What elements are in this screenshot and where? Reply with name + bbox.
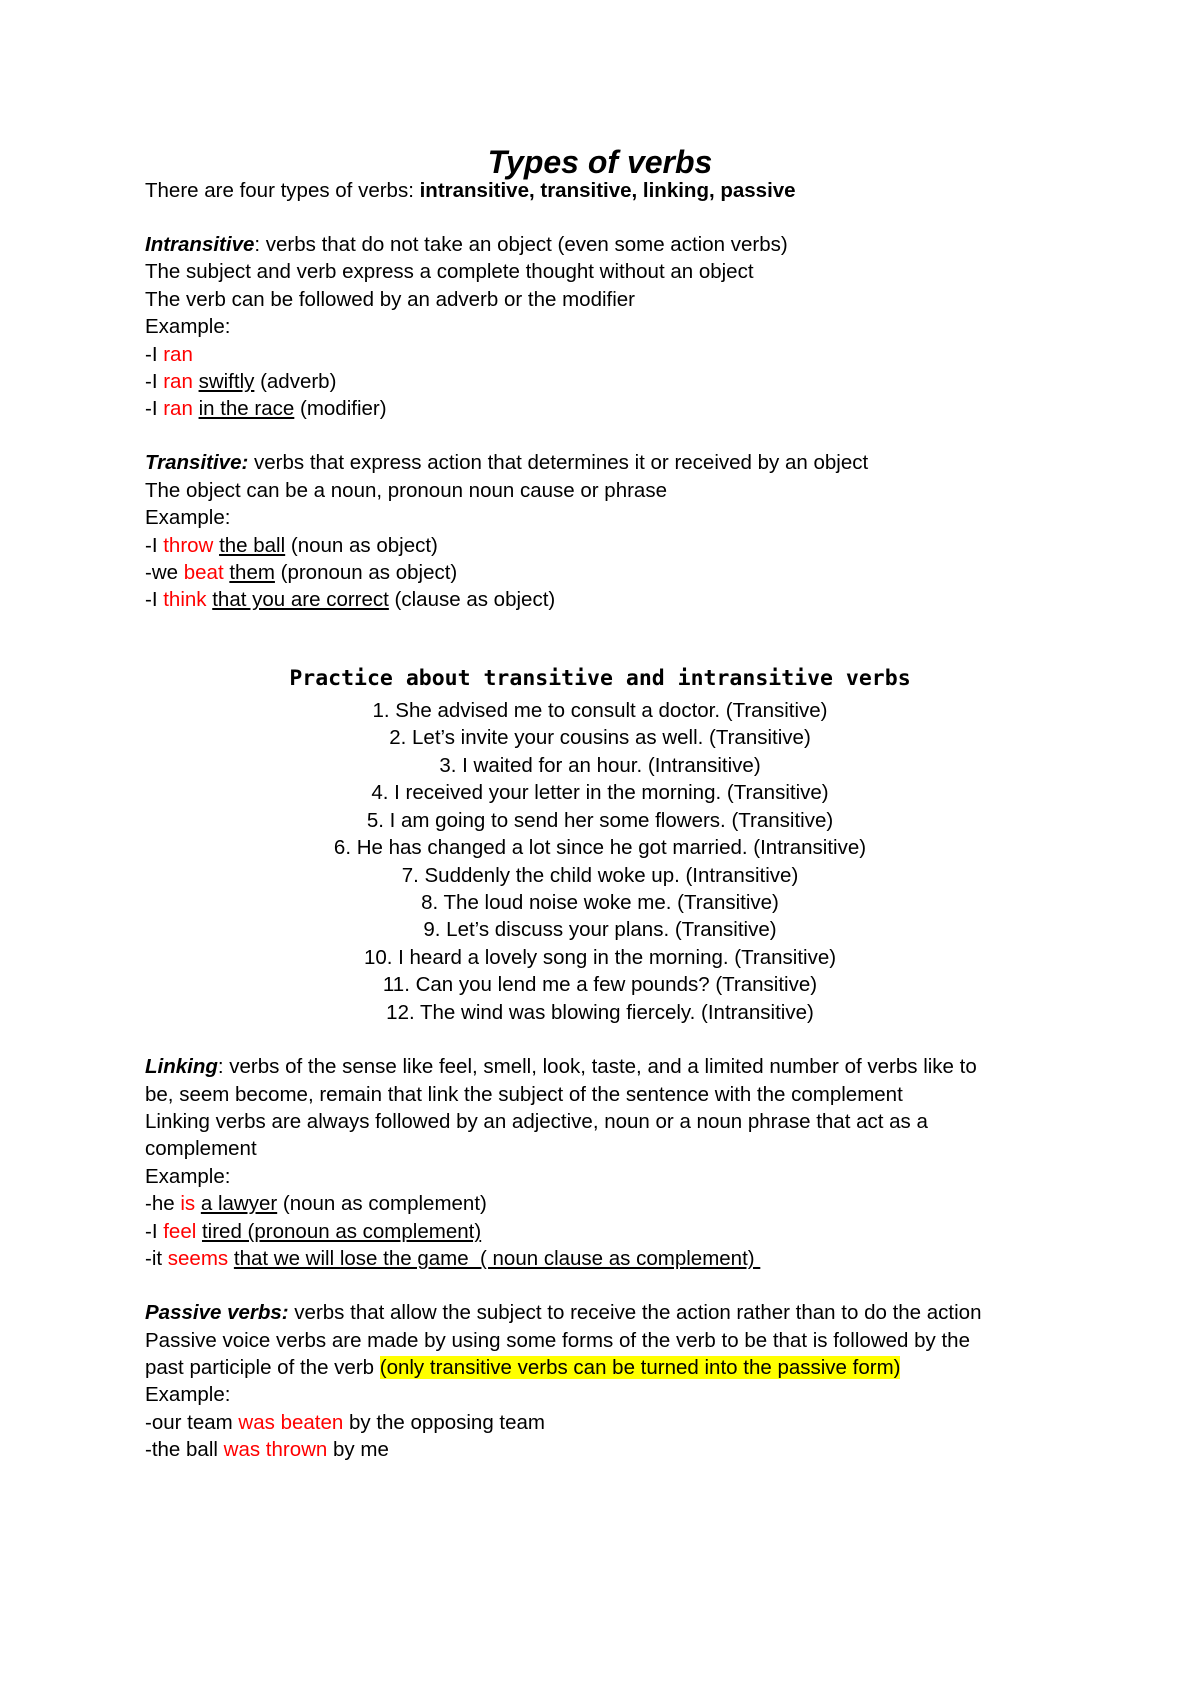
object-underline: that you are correct — [212, 588, 389, 611]
practice-item: 9. Let’s discuss your plans. (Transitive) — [423, 918, 777, 941]
verb-highlight: seems — [167, 1247, 229, 1270]
practice-item: 3. I waited for an hour. (Intransitive) — [439, 754, 761, 777]
verb-highlight: ran — [163, 343, 193, 366]
passive-line2: Passive voice verbs are made by using some forms of the verb to be that is followed by the — [145, 1329, 970, 1352]
linking-line4: complement — [145, 1137, 257, 1160]
object-underline: the ball — [219, 534, 286, 557]
practice-heading: Practice about transitive and intransitive verbs — [289, 666, 911, 691]
intransitive-example-2: -I ran swiftly (adverb) — [145, 370, 337, 393]
intransitive-line3: The verb can be followed by an adverb or the modifier — [145, 288, 635, 311]
transitive-example-1: -I throw the ball (noun as object) — [145, 534, 438, 557]
passive-example-label: Example: — [145, 1383, 231, 1406]
linking-heading: Linking — [145, 1055, 218, 1078]
linking-example-1: -he is a lawyer (noun as complement) — [145, 1192, 487, 1215]
verb-highlight: throw — [163, 534, 214, 557]
passive-definition: Passive verbs: verbs that allow the subject to receive the action rather than to do the action — [145, 1301, 982, 1324]
document-title: Types of verbs — [487, 144, 713, 180]
intransitive-example-3: -I ran in the race (modifier) — [145, 397, 387, 420]
passive-example-2: -the ball was thrown by me — [145, 1438, 389, 1461]
verb-highlight: was beaten — [238, 1411, 344, 1434]
object-underline: in the race — [198, 397, 295, 420]
object-underline: a lawyer — [200, 1192, 278, 1215]
practice-item: 4. I received your letter in the morning. (Transitive) — [371, 781, 829, 804]
transitive-example-3: -I think that you are correct (clause as object) — [145, 588, 556, 611]
transitive-example-label: Example: — [145, 506, 231, 529]
verb-highlight: beat — [183, 561, 224, 584]
intransitive-definition: Intransitive: verbs that do not take an object (even some action verbs) — [145, 233, 788, 256]
linking-line3: Linking verbs are always followed by an adjective, noun or a noun phrase that act as a — [145, 1110, 928, 1133]
highlighted-note: (only transitive verbs can be turned into the passive form) — [379, 1356, 901, 1379]
linking-line2: be, seem become, remain that link the subject of the sentence with the complement — [145, 1083, 903, 1106]
practice-item: 1. She advised me to consult a doctor. (Transitive) — [372, 699, 828, 722]
passive-heading: Passive verbs: — [145, 1301, 289, 1324]
verb-highlight: think — [163, 588, 207, 611]
practice-item: 12. The wind was blowing fiercely. (Intransitive) — [386, 1001, 814, 1024]
practice-item: 5. I am going to send her some flowers. (Transitive) — [366, 809, 834, 832]
transitive-line2: The object can be a noun, pronoun noun cause or phrase — [145, 479, 667, 502]
practice-item: 11. Can you lend me a few pounds? (Transitive) — [382, 973, 818, 996]
verb-types-list: intransitive, transitive, linking, passive — [419, 179, 796, 202]
practice-item: 10. I heard a lovely song in the morning. (Transitive) — [363, 946, 837, 969]
object-underline: tired (pronoun as complement) — [201, 1220, 482, 1243]
linking-definition: Linking: verbs of the sense like feel, smell, look, taste, and a limited number of verbs like to — [145, 1055, 977, 1078]
practice-item: 7. Suddenly the child woke up. (Intransitive) — [401, 864, 799, 887]
transitive-definition: Transitive: verbs that express action that determines it or received by an object — [145, 451, 869, 474]
practice-item: 6. He has changed a lot since he got married. (Intransitive) — [333, 836, 867, 859]
passive-example-1: -our team was beaten by the opposing team — [145, 1411, 545, 1434]
practice-item: 8. The loud noise woke me. (Transitive) — [421, 891, 779, 914]
verb-highlight: feel — [163, 1220, 197, 1243]
intransitive-example-1: -I ran — [145, 343, 193, 366]
verb-highlight: ran — [163, 370, 193, 393]
linking-example-label: Example: — [145, 1165, 231, 1188]
linking-example-3: -it seems that we will lose the game ( noun clause as complement) — [145, 1247, 761, 1270]
verb-highlight: ran — [163, 397, 193, 420]
object-underline: swiftly — [198, 370, 255, 393]
intro-line: There are four types of verbs: intransitive, transitive, linking, passive — [145, 179, 796, 202]
verb-highlight: is — [180, 1192, 196, 1215]
practice-item: 2. Let’s invite your cousins as well. (Transitive) — [389, 726, 811, 749]
intransitive-example-label: Example: — [145, 315, 231, 338]
transitive-heading: Transitive: — [145, 451, 249, 474]
intransitive-heading: Intransitive — [145, 233, 255, 256]
object-underline: them — [229, 561, 275, 584]
object-underline: that we will lose the game ( noun clause as complement) — [233, 1247, 761, 1270]
linking-example-2: -I feel tired (pronoun as complement) — [145, 1220, 482, 1243]
verb-highlight: was thrown — [223, 1438, 328, 1461]
transitive-example-2: -we beat them (pronoun as object) — [145, 561, 458, 584]
intransitive-line2: The subject and verb express a complete thought without an object — [145, 260, 754, 283]
passive-line3: past participle of the verb (only transitive verbs can be turned into the passive form) — [145, 1356, 901, 1379]
